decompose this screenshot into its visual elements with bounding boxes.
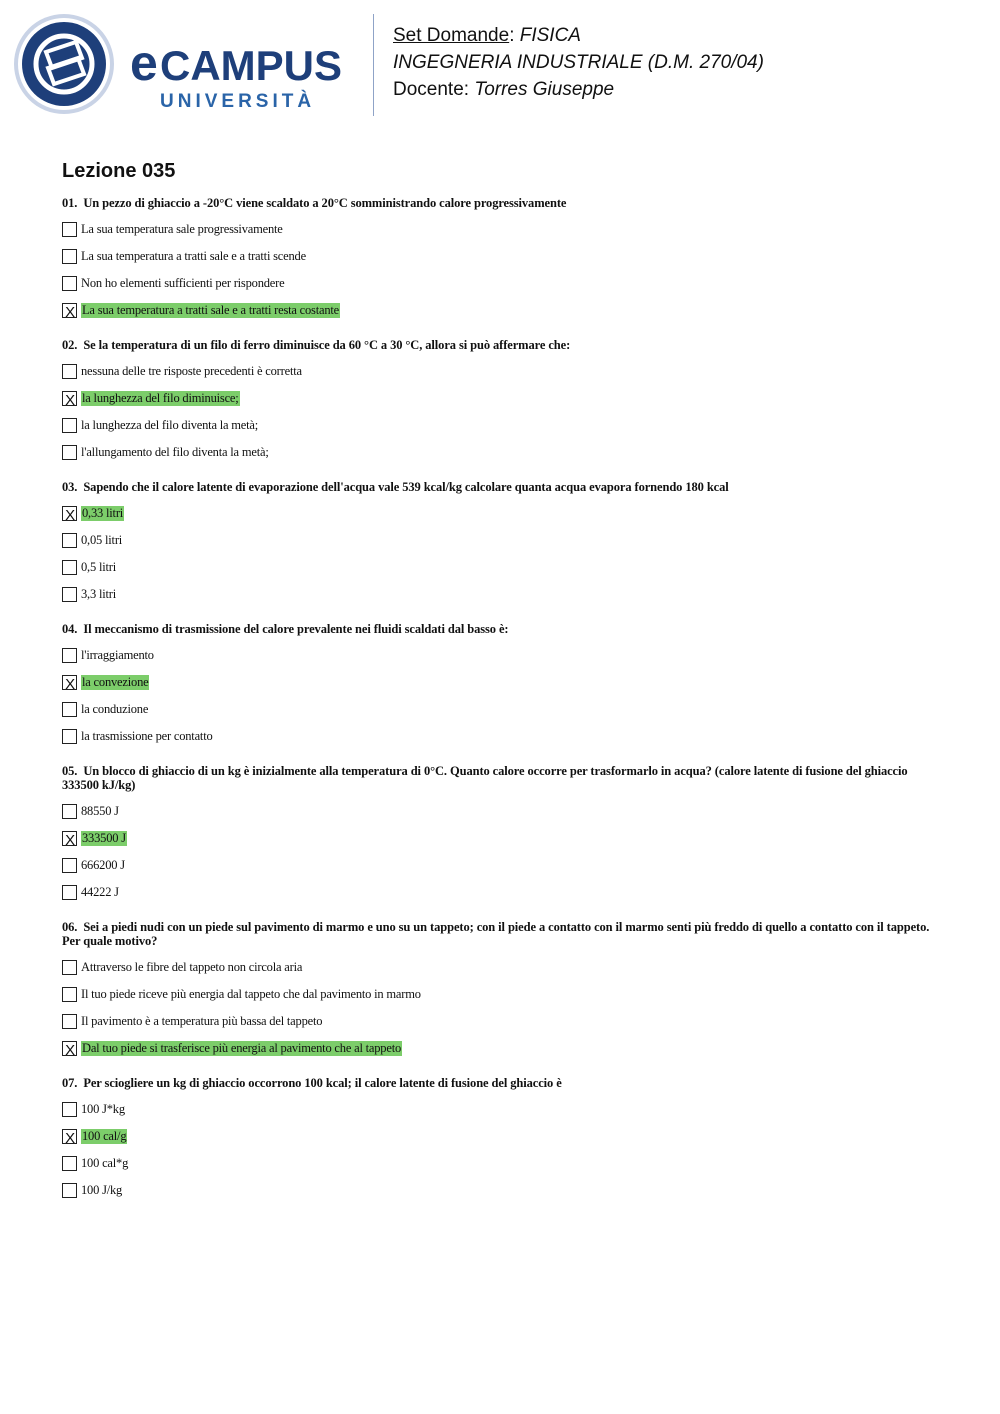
answer-checkbox[interactable]: [62, 303, 77, 321]
checkbox-mark: [64, 704, 76, 718]
answer-checkbox[interactable]: [62, 587, 77, 602]
answer-option[interactable]: [62, 554, 942, 581]
answer-option[interactable]: [62, 439, 942, 466]
answer-checkbox[interactable]: [62, 222, 77, 237]
answer-label: 100 cal*g: [81, 1156, 129, 1170]
answer-checkbox[interactable]: [62, 831, 77, 849]
answer-label: La sua temperatura sale progressivamente: [81, 222, 283, 236]
question-number: 04.: [62, 622, 78, 636]
answer-checkbox[interactable]: [62, 858, 77, 873]
brand-main-text: CAMPUS: [160, 42, 343, 89]
answer-checkbox[interactable]: [62, 391, 77, 409]
question-6: [62, 920, 942, 1062]
answer-option[interactable]: [62, 1035, 942, 1062]
question-4: [62, 622, 942, 750]
question-7: [62, 1076, 942, 1204]
question-number: 01.: [62, 196, 78, 210]
answer-checkbox[interactable]: [62, 276, 77, 291]
answer-label: 88550 J: [81, 804, 119, 818]
answer-option[interactable]: [62, 879, 942, 906]
answer-option[interactable]: [62, 385, 942, 412]
answer-checkbox[interactable]: [62, 506, 77, 524]
question-number: 03.: [62, 480, 78, 494]
answer-checkbox[interactable]: [62, 1102, 77, 1117]
answer-label: 44222 J: [81, 885, 119, 899]
answer-option[interactable]: [62, 642, 942, 669]
question-body: Un pezzo di ghiaccio a -20°C viene scaldato a 20°C somministrando calore progressivamente: [83, 196, 567, 210]
checkbox-mark: [64, 806, 76, 820]
teacher-label: Docente: [393, 79, 464, 100]
lesson-title: Lezione 035: [62, 160, 176, 182]
answer-option[interactable]: [62, 527, 942, 554]
checkbox-mark: [64, 650, 76, 664]
checkbox-mark: X: [65, 507, 75, 524]
answer-option[interactable]: [62, 981, 942, 1008]
answer-checkbox[interactable]: [62, 445, 77, 460]
checkbox-mark: X: [65, 676, 75, 693]
checkbox-mark: X: [65, 1042, 75, 1059]
answer-option[interactable]: [62, 798, 942, 825]
answer-option[interactable]: [62, 500, 942, 527]
checkbox-mark: [64, 447, 76, 461]
checkbox-mark: [64, 1016, 76, 1030]
answer-option[interactable]: [62, 216, 942, 243]
checkbox-mark: [64, 251, 76, 265]
answer-checkbox[interactable]: [62, 960, 77, 975]
answer-label-correct: 333500 J: [82, 831, 126, 845]
answer-label: nessuna delle tre risposte precedenti è corretta: [81, 364, 302, 378]
question-text: [62, 196, 942, 210]
answer-option[interactable]: [62, 270, 942, 297]
answer-checkbox[interactable]: [62, 1014, 77, 1029]
answer-checkbox[interactable]: [62, 987, 77, 1002]
checkbox-mark: X: [65, 304, 75, 321]
answer-option[interactable]: [62, 696, 942, 723]
question-body: Un blocco di ghiaccio di un kg è inizialmente alla temperatura di 0°C. Quanto calore occorre per trasformarlo in acqua? (calore latente di fusione del ghiaccio 333500 kJ/kg): [62, 764, 908, 792]
checkbox-mark: [64, 420, 76, 434]
question-2: [62, 338, 942, 466]
answer-checkbox[interactable]: [62, 1183, 77, 1198]
ecampus-logo: [14, 12, 359, 120]
answer-option[interactable]: [62, 669, 942, 696]
subject: FISICA: [519, 25, 581, 46]
answer-checkbox[interactable]: [62, 804, 77, 819]
question-text: [62, 622, 942, 636]
answer-checkbox[interactable]: [62, 702, 77, 717]
answer-label-correct: Dal tuo piede si trasferisce più energia al pavimento che al tappeto: [82, 1041, 402, 1055]
question-5: [62, 764, 942, 906]
page-header: [0, 0, 1000, 130]
question-number: 02.: [62, 338, 78, 352]
answer-label: Il tuo piede riceve più energia dal tappeto che dal pavimento in marmo: [81, 987, 421, 1001]
question-number: 06.: [62, 920, 78, 934]
question-body: Sapendo che il calore latente di evaporazione dell'acqua vale 539 kcal/kg calcolare quanta acqua evapora fornendo 180 kcal: [83, 480, 729, 494]
answer-option[interactable]: [62, 581, 942, 608]
answer-label-correct: 100 cal/g: [82, 1129, 127, 1143]
question-body: Il meccanismo di trasmissione del calore prevalente nei fluidi scaldati dal basso è:: [83, 622, 509, 636]
answer-label: La sua temperatura a tratti sale e a tratti scende: [81, 249, 306, 263]
question-text: [62, 480, 942, 494]
answer-checkbox[interactable]: [62, 729, 77, 744]
answer-label: Non ho elementi sufficienti per rispondere: [81, 276, 285, 290]
answer-label: la conduzione: [81, 702, 149, 716]
answer-option[interactable]: [62, 825, 942, 852]
question-number: 05.: [62, 764, 78, 778]
answer-option[interactable]: [62, 852, 942, 879]
checkbox-mark: [64, 224, 76, 238]
answer-option[interactable]: [62, 1096, 942, 1123]
question-text: [62, 1076, 942, 1090]
answer-checkbox[interactable]: [62, 249, 77, 264]
question-text: [62, 338, 942, 352]
checkbox-mark: [64, 1158, 76, 1172]
answer-label: 666200 J: [81, 858, 125, 872]
checkbox-mark: [64, 366, 76, 380]
brand-sub-text: UNIVERSITÀ: [160, 91, 316, 112]
answer-option[interactable]: [62, 358, 942, 385]
checkbox-mark: [64, 860, 76, 874]
answer-option[interactable]: [62, 1123, 942, 1150]
checkbox-mark: X: [65, 832, 75, 849]
answer-label: 0,5 litri: [81, 560, 117, 574]
answer-option[interactable]: [62, 1150, 942, 1177]
answer-label: 100 J*kg: [81, 1102, 125, 1116]
answer-label: Attraverso le fibre del tappeto non circola aria: [81, 960, 303, 974]
set-label: Set Domande: [393, 25, 510, 46]
set-line: Set Domande: FISICA: [393, 25, 581, 46]
answer-checkbox[interactable]: [62, 1129, 77, 1147]
answer-label-correct: la lunghezza del filo diminuisce;: [82, 391, 239, 405]
answer-label: la lunghezza del filo diventa la metà;: [81, 418, 259, 432]
answer-checkbox[interactable]: [62, 418, 77, 433]
checkbox-mark: [64, 1104, 76, 1118]
answer-label-correct: 0,33 litri: [82, 506, 124, 520]
answer-label: Il pavimento è a temperatura più bassa del tappeto: [81, 1014, 323, 1028]
checkbox-mark: [64, 1185, 76, 1199]
answer-checkbox[interactable]: [62, 648, 77, 663]
answer-label: 0,05 litri: [81, 533, 123, 547]
answer-checkbox[interactable]: [62, 364, 77, 379]
question-number: 07.: [62, 1076, 78, 1090]
answer-option[interactable]: [62, 1008, 942, 1035]
answer-label: l'irraggiamento: [81, 648, 154, 662]
question-body: Se la temperatura di un filo di ferro diminuisce da 60 °C a 30 °C, allora si può affermare che:: [83, 338, 571, 352]
checkbox-mark: [64, 562, 76, 576]
checkbox-mark: X: [65, 1130, 75, 1147]
answer-label-correct: la convezione: [82, 675, 149, 689]
answer-label-correct: La sua temperatura a tratti sale e a tratti resta costante: [82, 303, 340, 317]
checkbox-mark: [64, 962, 76, 976]
checkbox-mark: [64, 731, 76, 745]
answer-label: 100 J/kg: [81, 1183, 123, 1197]
checkbox-mark: [64, 989, 76, 1003]
answer-label: la trasmissione per contatto: [81, 729, 213, 743]
question-body: Sei a piedi nudi con un piede sul pavimento di marmo e uno su un tappeto; con il piede a contatto con il marmo senti più freddo di quello a contatto con il tappeto. Per quale motivo?: [62, 920, 930, 948]
answer-option[interactable]: [62, 297, 942, 324]
checkbox-mark: [64, 887, 76, 901]
question-list: [62, 196, 942, 1218]
answer-checkbox[interactable]: [62, 1041, 77, 1059]
answer-checkbox[interactable]: [62, 675, 77, 693]
answer-option[interactable]: [62, 412, 942, 439]
answer-checkbox[interactable]: [62, 533, 77, 548]
answer-label: 3,3 litri: [81, 587, 117, 601]
question-text: [62, 920, 942, 948]
course-line: INGEGNERIA INDUSTRIALE (D.M. 270/04): [393, 52, 764, 73]
answer-option[interactable]: [62, 723, 942, 750]
checkbox-mark: [64, 278, 76, 292]
answer-option[interactable]: [62, 1177, 942, 1204]
brand-e-letter: e: [130, 35, 158, 91]
answer-option[interactable]: [62, 243, 942, 270]
header-info: [393, 22, 764, 103]
answer-option[interactable]: [62, 954, 942, 981]
answer-checkbox[interactable]: [62, 560, 77, 575]
teacher-name: Torres Giuseppe: [474, 79, 615, 100]
question-body: Per sciogliere un kg di ghiaccio occorrono 100 kcal; il calore latente di fusione del ghiaccio è: [83, 1076, 562, 1090]
question-text: [62, 764, 942, 792]
question-3: [62, 480, 942, 608]
checkbox-mark: [64, 589, 76, 603]
answer-checkbox[interactable]: [62, 1156, 77, 1171]
teacher-line: Docente: Torres Giuseppe: [393, 79, 615, 100]
checkbox-mark: [64, 535, 76, 549]
checkbox-mark: X: [65, 392, 75, 409]
header-divider: [373, 14, 374, 116]
question-1: [62, 196, 942, 324]
answer-checkbox[interactable]: [62, 885, 77, 900]
answer-label: l'allungamento del filo diventa la metà;: [81, 445, 269, 459]
